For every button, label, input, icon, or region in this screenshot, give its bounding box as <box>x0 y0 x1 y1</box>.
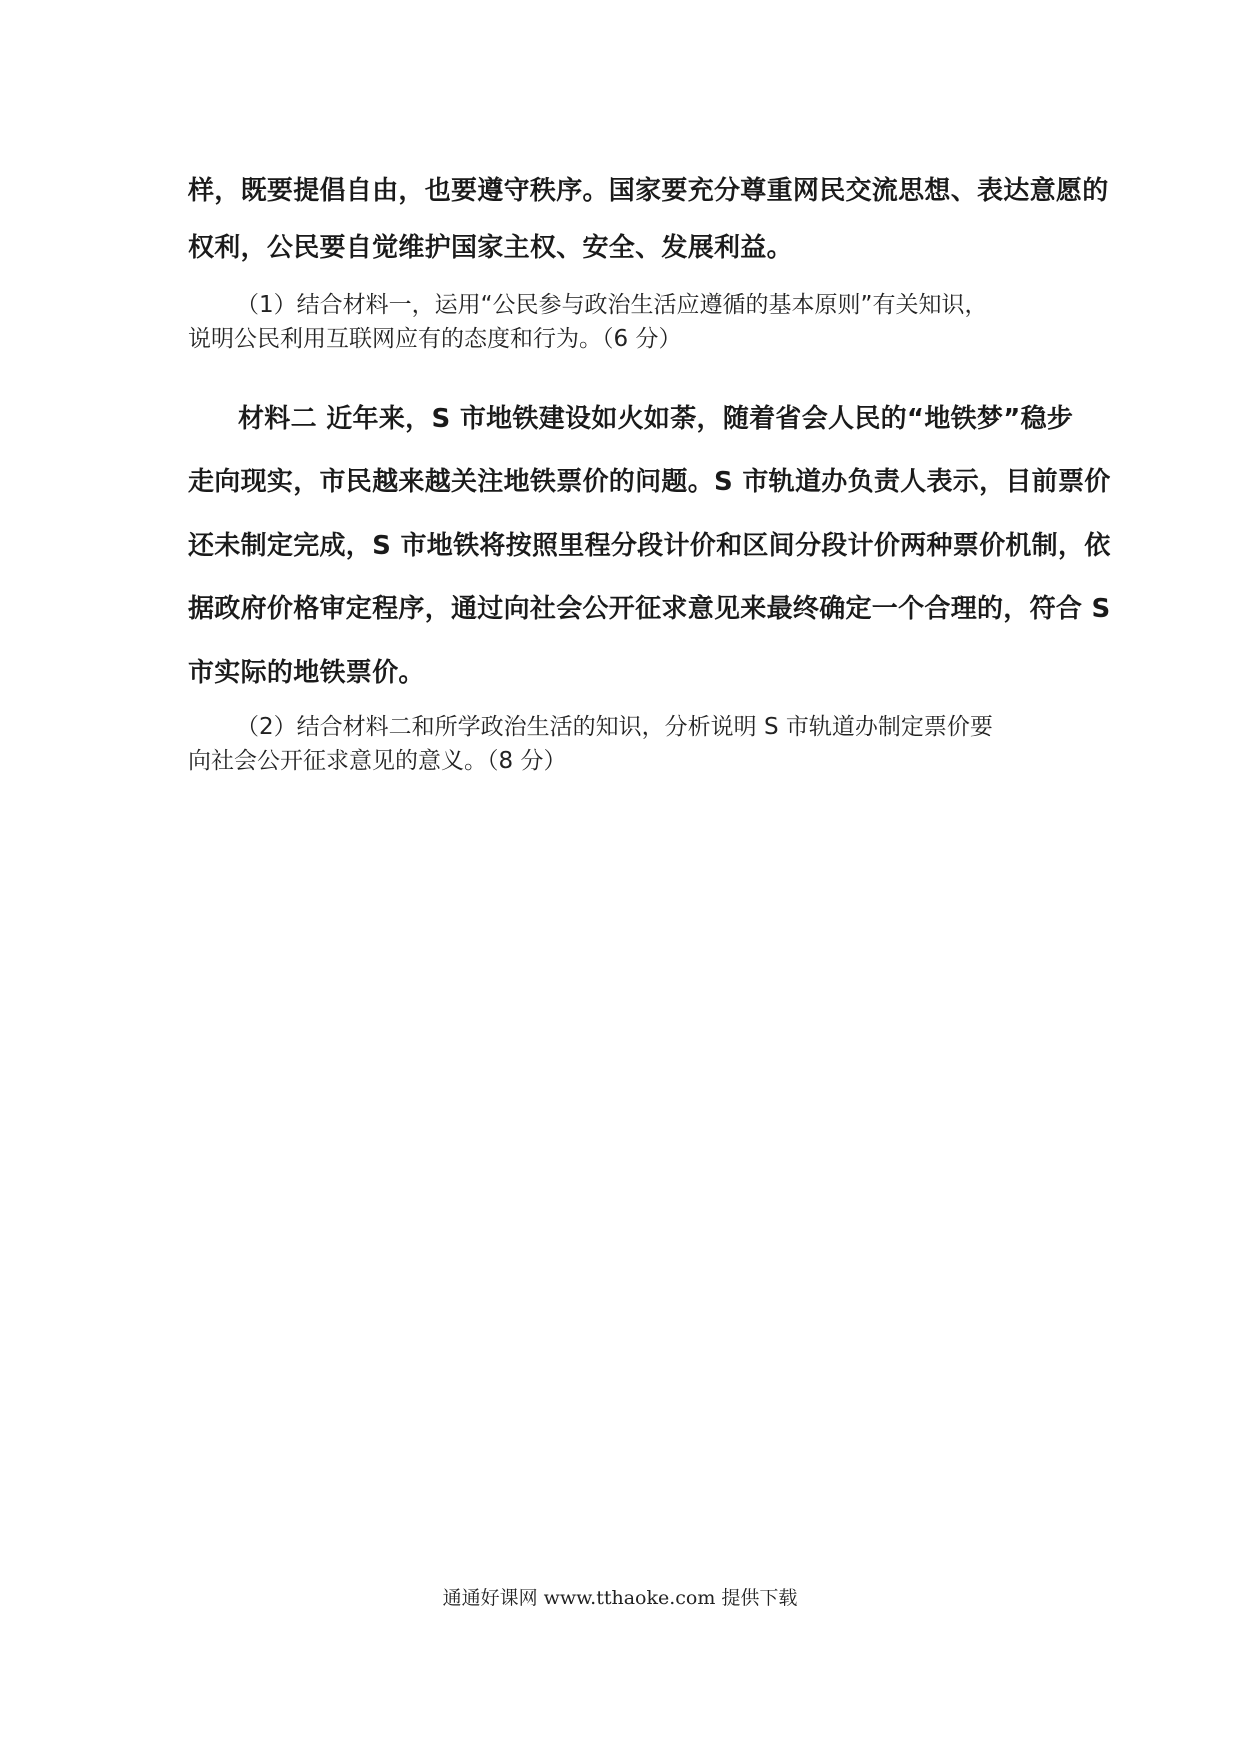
question-1-line-1: （1）结合材料一，运用“公民参与政治生活应遵循的基本原则”有关知识， <box>236 292 988 318</box>
question-2-line-2: 向社会公开征求意见的意义。（8 分） <box>188 748 567 774</box>
material2-line-5: 市实际的地铁票价。 <box>188 658 425 688</box>
material2-line-3: 还未制定完成，S 市地铁将按照里程分段计价和区间分段计价两种票价机制，依 <box>188 531 1111 561</box>
material2-line-2: 走向现实，市民越来越关注地铁票价的问题。S 市轨道办负责人表示，目前票价 <box>188 467 1111 497</box>
material1-continuation-line-2: 权利，公民要自觉维护国家主权、安全、发展利益。 <box>188 233 793 263</box>
question-2-line-1: （2）结合材料二和所学政治生活的知识，分析说明 S 市轨道办制定票价要 <box>236 714 993 740</box>
footer-source: 通通好课网 www.tthaoke.com 提供下载 <box>442 1587 798 1609</box>
material1-continuation-line-1: 样，既要提倡自由，也要遵守秩序。国家要充分尊重网民交流思想、表达意愿的 <box>188 176 1109 206</box>
material2-line-4: 据政府价格审定程序，通过向社会公开征求意见来最终确定一个合理的，符合 S <box>188 594 1111 624</box>
material2-line-1: 材料二 近年来，S 市地铁建设如火如荼，随着省会人民的“地铁梦”稳步 <box>238 404 1074 434</box>
question-1-line-2: 说明公民利用互联网应有的态度和行为。（6 分） <box>188 326 682 352</box>
